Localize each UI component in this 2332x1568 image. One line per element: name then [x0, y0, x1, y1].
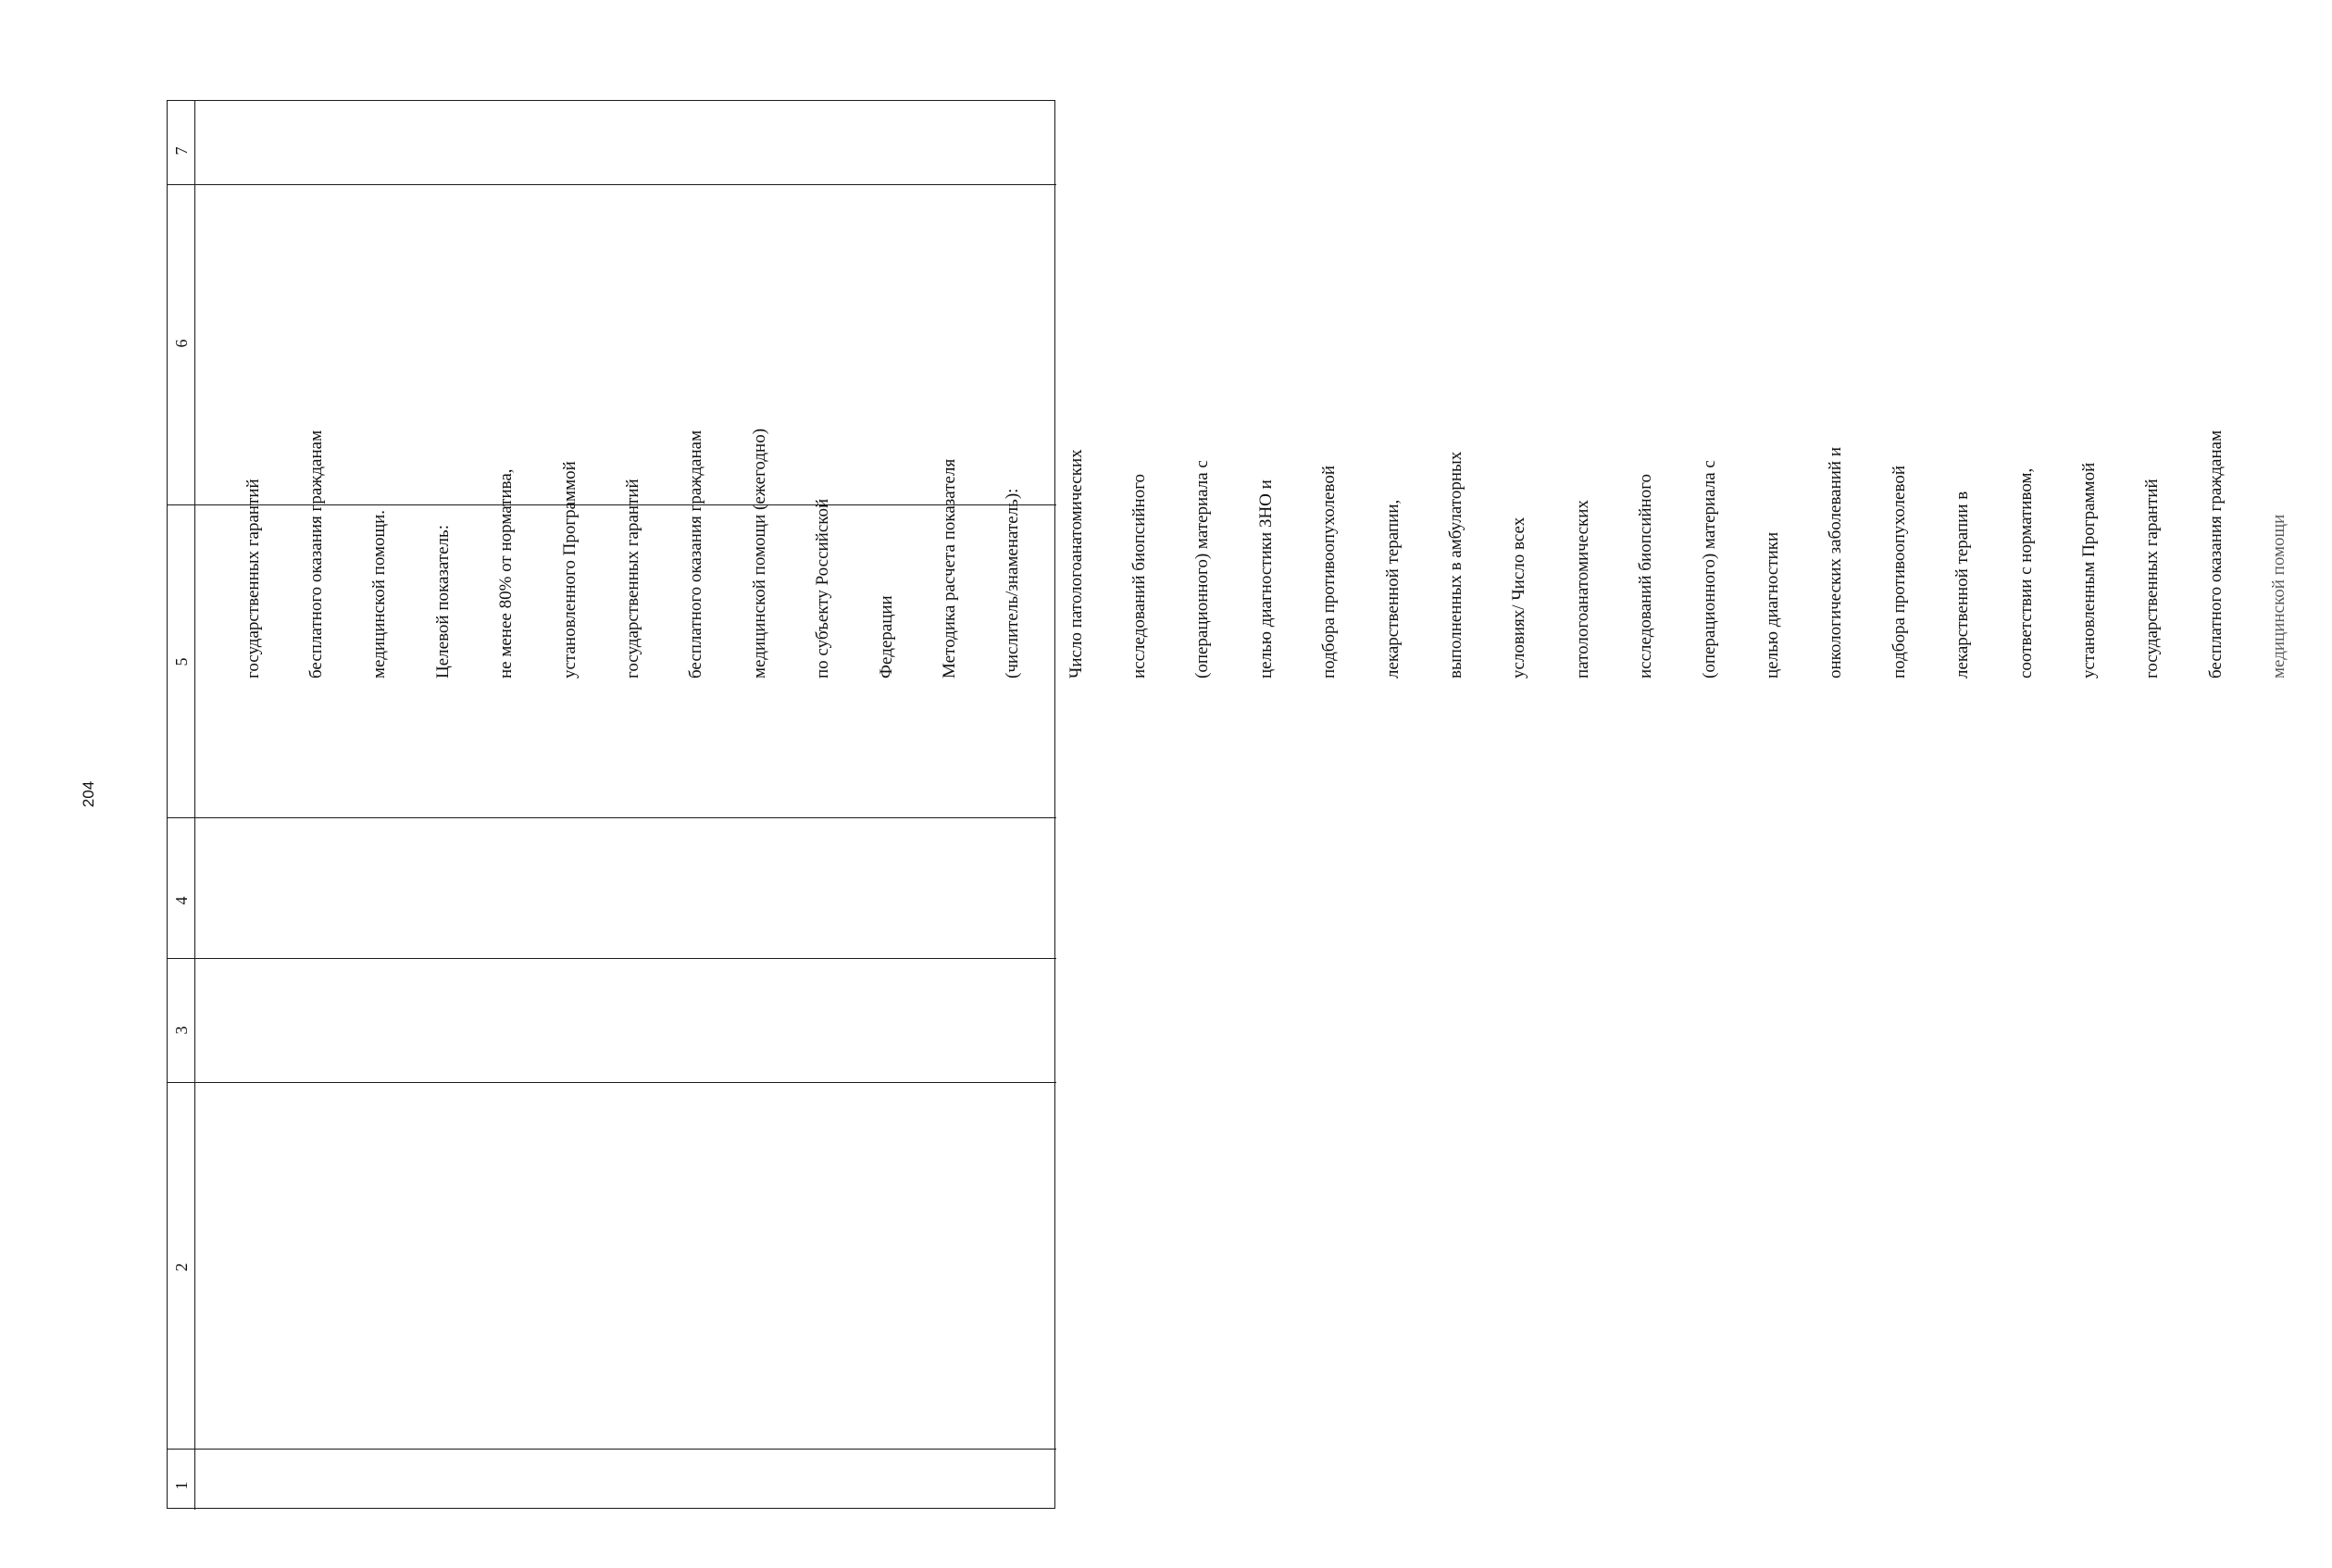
column-6-line: Число патологоанатомических — [1066, 449, 1086, 678]
column-divider-4 — [168, 958, 1056, 959]
column-6-line: медицинской помощи. — [369, 509, 390, 678]
column-divider-2 — [168, 1449, 1056, 1450]
data-table — [167, 100, 2289, 1509]
column-header-5: 5 — [172, 657, 191, 666]
column-6-line: установленным Программой — [2078, 462, 2099, 678]
column-6-line: онкологических заболеваний и — [1826, 446, 1846, 678]
column-header-6: 6 — [172, 339, 191, 348]
column-6-line: (числитель/знаменатель): — [1003, 488, 1023, 678]
column-divider-7 — [168, 184, 1056, 185]
column-6-line: установленного Программой — [559, 461, 580, 678]
column-header-2: 2 — [172, 1263, 191, 1272]
column-6-line: выполненных в амбулаторных — [1446, 451, 1466, 678]
column-6-line: Федерации — [876, 595, 896, 678]
column-6-line: соответствии с нормативом, — [2015, 467, 2036, 678]
column-6-line: Целевой показатель: — [432, 525, 453, 678]
column-divider-3 — [168, 1082, 1056, 1083]
column-divider-5 — [168, 817, 1056, 818]
column-6-line: исследований биопсийного — [1636, 473, 1656, 678]
column-6-line: лекарственной терапии в — [1952, 491, 1973, 678]
page-number: 204 — [80, 780, 97, 808]
column-6-line: исследований биопсийного — [1129, 473, 1150, 678]
column-6-line: Методика расчета показателя — [939, 458, 959, 678]
column-6-text-block — [201, 332, 2289, 678]
column-6-cell — [201, 332, 2289, 701]
column-6-line: патологоанатомических — [1572, 500, 1592, 678]
column-6-line: (операционного) материала с — [1699, 460, 1719, 678]
column-6-line: государственных гарантий — [622, 479, 642, 678]
column-6-line: лекарственной терапии, — [1382, 499, 1403, 678]
column-6-line: (операционного) материала с — [1192, 460, 1213, 678]
column-6-line: подбора противоопухолевой — [1889, 466, 1909, 678]
column-header-4: 4 — [172, 896, 191, 905]
column-6-line: бесплатного оказания гражданам — [2205, 429, 2226, 678]
column-header-7: 7 — [172, 146, 191, 156]
column-6-line: медицинской помощи (ежегодно) — [749, 428, 769, 678]
column-6-line: не менее 80% от норматива, — [496, 468, 517, 678]
column-6-line: государственных гарантий — [2142, 479, 2163, 678]
column-header-3: 3 — [172, 1026, 191, 1035]
column-6-line: целью диагностики ЗНО и — [1255, 479, 1276, 678]
column-6-line: по субъекту Российской — [813, 498, 833, 678]
column-6-line: бесплатного оказания гражданам — [306, 429, 326, 678]
column-6-line: государственных гарантий — [243, 479, 263, 678]
column-6-line: условиях/ Число всех — [1509, 516, 1529, 678]
column-header-1: 1 — [172, 1481, 191, 1490]
column-6-line: целью диагностики — [1762, 531, 1782, 678]
column-6-line: подбора противоопухолевой — [1319, 466, 1340, 678]
column-6-line: медицинской помощи — [2269, 514, 2289, 678]
header-row-divider — [194, 101, 195, 1510]
column-6-line: бесплатного оказания гражданам — [686, 429, 706, 678]
